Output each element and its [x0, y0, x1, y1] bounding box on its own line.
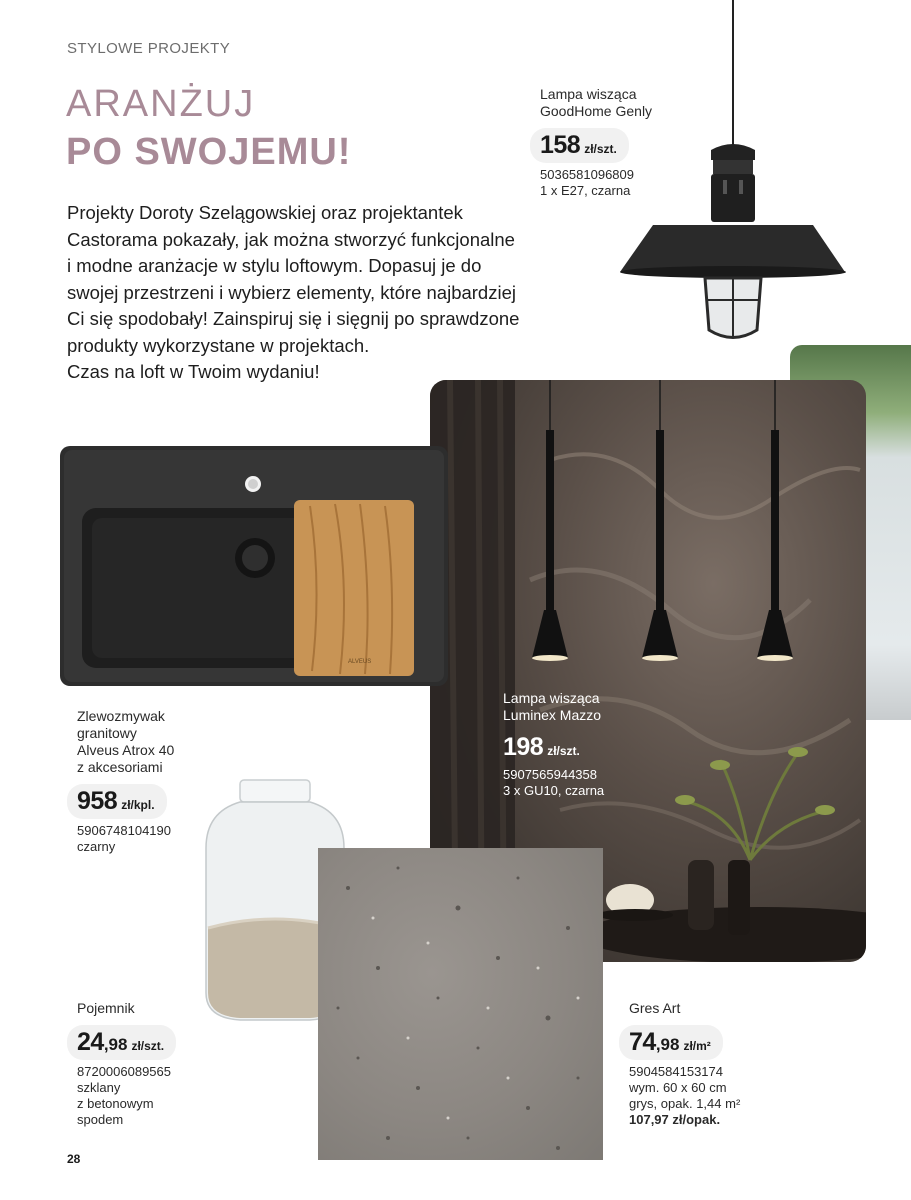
- sink-brand-text: ALVEUS: [348, 659, 372, 665]
- product-name: [540, 86, 652, 120]
- product-spec: wym. 60 x 60 cm: [629, 1080, 727, 1095]
- product-desc: [540, 167, 652, 199]
- intro-text: [67, 200, 587, 386]
- product-gres: [629, 1000, 740, 1128]
- product-name-line: granitowy: [77, 725, 137, 741]
- intro-line: Projekty Doroty Szelągowskiej oraz projektantek: [67, 202, 463, 223]
- product-spec: grys, opak. 1,44 m²: [629, 1096, 741, 1111]
- product-spec: spodem: [77, 1112, 124, 1127]
- intro-line: produkty wykorzystane w projektach.: [67, 334, 370, 356]
- price-decimal: ,98: [655, 1035, 680, 1054]
- price-badge: [67, 1025, 176, 1060]
- price-integer: 24: [77, 1028, 104, 1056]
- section-label: STYLOWE PROJEKTY: [67, 40, 231, 57]
- product-name-line: GoodHome Genly: [540, 103, 653, 119]
- intro-line: Ci się spodobały! Zainspiruj się i sięgnij po sprawdzone: [67, 308, 520, 329]
- intro-line: Castorama pokazały, jak można stworzyć funkcjonalne: [67, 228, 515, 250]
- gres-tile-photo: [318, 848, 603, 1160]
- price-badge: [503, 730, 592, 765]
- product-ean: 5036581096809: [540, 167, 634, 182]
- product-lamp-genly: [540, 86, 652, 199]
- price-integer: 958: [77, 787, 118, 815]
- product-desc: [503, 767, 604, 799]
- price-integer: 158: [540, 131, 581, 159]
- price-unit: zł/m²: [683, 1039, 711, 1053]
- terrazzo-texture: [318, 848, 603, 1160]
- product-name-line: Luminex Mazzo: [503, 707, 602, 723]
- price-unit: zł/szt.: [131, 1039, 165, 1053]
- price-badge: [530, 128, 629, 163]
- product-ean: 8720006089565: [77, 1064, 171, 1079]
- price-badge: [619, 1025, 723, 1060]
- product-lamp-mazzo: [503, 690, 604, 799]
- product-name: [503, 690, 604, 724]
- price-unit: zł/kpl.: [121, 798, 155, 812]
- product-name-line: Alveus Atrox 40: [77, 742, 175, 758]
- product-spec: z betonowym: [77, 1096, 154, 1111]
- product-ean: 5904584153174: [629, 1064, 723, 1079]
- product-container: [77, 1000, 176, 1128]
- intro-line: swojej przestrzeni i wybierz elementy, które najbardziej: [67, 281, 516, 303]
- product-desc: [77, 823, 174, 855]
- product-desc: [77, 1064, 176, 1128]
- product-sink: [77, 708, 174, 855]
- intro-line: i modne aranżacje w stylu loftowym. Dopasuj je do: [67, 255, 482, 276]
- product-spec: szklany: [77, 1080, 121, 1095]
- product-name-line: Gres Art: [629, 1000, 681, 1016]
- product-spec: 1 x E27, czarna: [540, 183, 631, 198]
- price-unit: zł/szt.: [547, 744, 580, 758]
- product-name: [629, 1000, 740, 1017]
- pack-price: 107,97 zł/opak.: [629, 1112, 721, 1127]
- product-name-line: z akcesoriami: [77, 759, 163, 775]
- intro-line: Czas na loft w Twoim wydaniu!: [67, 361, 320, 382]
- price-badge: [67, 784, 167, 819]
- page-number: 28: [67, 1152, 81, 1166]
- product-ean: 5906748104190: [77, 823, 171, 838]
- sink-illustration: [60, 446, 448, 686]
- page-title-line1: ARANŻUJ: [66, 83, 256, 125]
- product-ean: 5907565944358: [503, 767, 597, 782]
- product-spec: czarny: [77, 839, 116, 854]
- product-name: [77, 708, 174, 776]
- product-spec: 3 x GU10, czarna: [503, 783, 605, 798]
- price-decimal: ,98: [103, 1035, 128, 1054]
- page-title-line2: PO SWOJEMU!: [66, 131, 352, 173]
- product-name-line: Lampa wisząca: [503, 690, 600, 706]
- price-integer: 198: [503, 733, 544, 761]
- product-name-line: Zlewozmywak: [77, 708, 165, 724]
- product-name-line: Pojemnik: [77, 1000, 135, 1016]
- product-name: [77, 1000, 176, 1017]
- price-unit: zł/szt.: [584, 142, 617, 156]
- product-name-line: Lampa wisząca: [540, 86, 637, 102]
- sink-photo: [60, 446, 448, 686]
- product-desc: [629, 1064, 740, 1128]
- price-integer: 74: [629, 1028, 656, 1056]
